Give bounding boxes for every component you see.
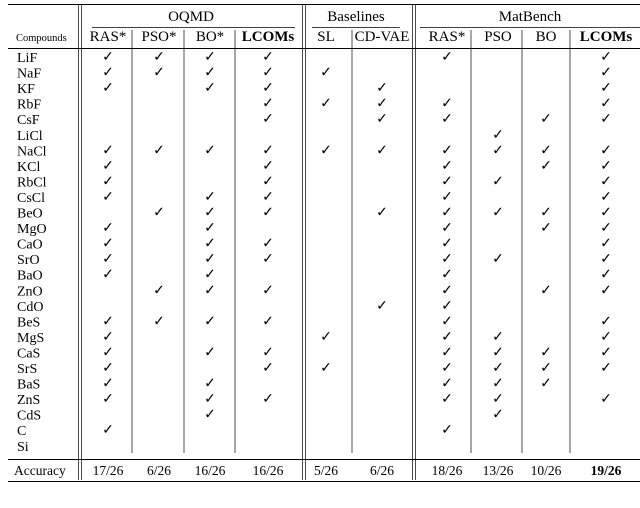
check-mark: ✓ — [492, 392, 504, 408]
check-mark: ✓ — [262, 96, 274, 112]
check-mark: ✓ — [153, 205, 165, 221]
check-mark: ✓ — [441, 252, 453, 268]
check-mark: ✓ — [600, 65, 612, 81]
check-mark: ✓ — [320, 329, 332, 345]
check-mark: ✓ — [441, 314, 453, 330]
accuracy-value: 16/26 — [194, 463, 226, 478]
check-mark: ✓ — [153, 314, 165, 330]
check-mark: ✓ — [204, 65, 216, 81]
check-mark: ✓ — [441, 143, 453, 159]
check-mark: ✓ — [102, 361, 114, 376]
check-mark: ✓ — [492, 143, 504, 159]
check-mark: ✓ — [600, 158, 612, 174]
check-mark: ✓ — [376, 298, 388, 314]
check-mark: ✓ — [492, 174, 504, 190]
check-mark: ✓ — [262, 143, 274, 159]
compound-label: BeO — [17, 206, 43, 222]
check-mark: ✓ — [262, 361, 274, 376]
check-mark: ✓ — [102, 236, 114, 252]
check-mark: ✓ — [376, 205, 388, 221]
compound-label: KCl — [17, 159, 41, 175]
check-mark: ✓ — [204, 252, 216, 268]
check-mark: ✓ — [102, 314, 114, 330]
compound-label: LiF — [17, 51, 38, 66]
compound-label: CaO — [17, 237, 43, 253]
check-mark: ✓ — [600, 189, 612, 205]
compound-label: SrS — [17, 362, 38, 377]
compound-label: RbCl — [17, 175, 47, 191]
check-mark: ✓ — [262, 392, 274, 408]
check-mark: ✓ — [492, 361, 504, 376]
check-mark: ✓ — [441, 96, 453, 112]
check-mark: ✓ — [204, 283, 216, 299]
accuracy-value: 13/26 — [482, 463, 514, 478]
check-mark: ✓ — [441, 236, 453, 252]
column-header-cdvae: CD-VAE — [354, 29, 410, 45]
check-mark: ✓ — [262, 314, 274, 330]
check-mark: ✓ — [262, 252, 274, 268]
accuracy-row — [93, 463, 622, 478]
column-header-oqmd-bo: BO* — [195, 29, 225, 45]
check-mark: ✓ — [376, 96, 388, 112]
check-mark: ✓ — [153, 283, 165, 299]
check-mark: ✓ — [102, 174, 114, 190]
check-mark: ✓ — [204, 376, 216, 392]
table-body — [17, 50, 612, 455]
check-mark: ✓ — [600, 205, 612, 221]
check-mark: ✓ — [600, 236, 612, 252]
column-header-sl: SL — [317, 29, 335, 45]
accuracy-value: 6/26 — [146, 463, 172, 478]
check-mark: ✓ — [102, 81, 114, 97]
check-mark: ✓ — [204, 314, 216, 330]
column-header-compounds: Compounds — [16, 33, 67, 44]
check-mark: ✓ — [540, 376, 552, 392]
check-mark: ✓ — [600, 221, 612, 237]
check-mark: ✓ — [600, 345, 612, 361]
compound-label: NaF — [17, 66, 42, 82]
check-mark: ✓ — [262, 81, 274, 97]
check-mark: ✓ — [492, 127, 504, 143]
check-mark: ✓ — [204, 221, 216, 237]
check-mark: ✓ — [600, 314, 612, 330]
check-mark: ✓ — [441, 345, 453, 361]
check-mark: ✓ — [262, 65, 274, 81]
check-mark: ✓ — [600, 96, 612, 112]
check-mark: ✓ — [102, 423, 114, 439]
check-mark: ✓ — [320, 143, 332, 159]
compound-label: C — [17, 424, 27, 440]
check-mark: ✓ — [441, 189, 453, 205]
group-header-baselines: Baselines — [327, 9, 385, 25]
accuracy-value: 16/26 — [252, 463, 284, 478]
check-mark: ✓ — [102, 392, 114, 408]
check-mark: ✓ — [540, 283, 552, 299]
check-mark: ✓ — [204, 143, 216, 159]
column-header-oqmd-pso: PSO* — [141, 29, 177, 45]
check-mark: ✓ — [376, 143, 388, 159]
compound-label: SrO — [17, 253, 40, 269]
column-header-matbench-ras: RAS* — [428, 29, 466, 45]
column-header-matbench-bo: BO — [535, 29, 557, 45]
check-mark: ✓ — [600, 174, 612, 190]
check-mark: ✓ — [492, 345, 504, 361]
check-mark: ✓ — [204, 392, 216, 408]
check-mark: ✓ — [441, 267, 453, 283]
check-mark: ✓ — [600, 392, 612, 408]
check-mark: ✓ — [600, 361, 612, 376]
group-header-matbench: MatBench — [498, 9, 562, 25]
check-mark: ✓ — [600, 81, 612, 97]
check-mark: ✓ — [204, 345, 216, 361]
compound-label: RbF — [17, 97, 42, 113]
check-mark: ✓ — [441, 283, 453, 299]
check-mark: ✓ — [102, 158, 114, 174]
check-mark: ✓ — [441, 361, 453, 376]
accuracy-value: 18/26 — [431, 463, 463, 478]
check-mark: ✓ — [492, 376, 504, 392]
check-mark: ✓ — [102, 376, 114, 392]
compound-label: ZnS — [17, 393, 41, 409]
check-mark: ✓ — [600, 143, 612, 159]
check-mark: ✓ — [262, 283, 274, 299]
check-mark: ✓ — [262, 158, 274, 174]
compound-label: LiCl — [17, 128, 43, 144]
check-mark: ✓ — [262, 174, 274, 190]
check-mark: ✓ — [540, 158, 552, 174]
check-mark: ✓ — [320, 96, 332, 112]
check-mark: ✓ — [204, 205, 216, 221]
check-mark: ✓ — [102, 329, 114, 345]
check-mark: ✓ — [600, 252, 612, 268]
column-header-oqmd-lcoms: LCOMs — [241, 29, 295, 45]
check-mark: ✓ — [441, 221, 453, 237]
accuracy-value: 5/26 — [313, 463, 339, 478]
check-mark: ✓ — [262, 345, 274, 361]
check-mark: ✓ — [600, 50, 612, 65]
accuracy-value: 17/26 — [92, 463, 124, 478]
check-mark: ✓ — [320, 361, 332, 376]
check-mark: ✓ — [441, 158, 453, 174]
check-mark: ✓ — [102, 221, 114, 237]
check-mark: ✓ — [376, 112, 388, 128]
check-mark: ✓ — [376, 81, 388, 97]
check-mark: ✓ — [262, 112, 274, 128]
accuracy-value: 10/26 — [530, 463, 562, 478]
check-mark: ✓ — [262, 189, 274, 205]
check-mark: ✓ — [540, 143, 552, 159]
check-mark: ✓ — [102, 252, 114, 268]
check-mark: ✓ — [102, 189, 114, 205]
check-mark: ✓ — [102, 50, 114, 65]
check-mark: ✓ — [540, 361, 552, 376]
check-mark: ✓ — [441, 298, 453, 314]
column-header-oqmd-ras: RAS* — [89, 29, 127, 45]
column-header-matbench-lcoms: LCOMs — [579, 29, 633, 45]
check-mark: ✓ — [102, 267, 114, 283]
check-mark: ✓ — [153, 50, 165, 65]
check-mark: ✓ — [262, 236, 274, 252]
check-mark: ✓ — [102, 143, 114, 159]
check-mark: ✓ — [600, 267, 612, 283]
compound-label: MgS — [17, 330, 45, 346]
check-mark: ✓ — [153, 143, 165, 159]
check-mark: ✓ — [204, 50, 216, 65]
accuracy-value: 19/26 — [590, 463, 622, 478]
compound-label: CsF — [17, 113, 40, 129]
compound-label: BeS — [17, 315, 41, 331]
check-mark: ✓ — [204, 81, 216, 97]
group-header-oqmd: OQMD — [168, 9, 214, 25]
compound-label: CdS — [17, 408, 42, 424]
check-mark: ✓ — [320, 65, 332, 81]
compound-label: CaS — [17, 346, 41, 362]
accuracy-value: 6/26 — [369, 463, 395, 478]
check-mark: ✓ — [262, 205, 274, 221]
compound-label: BaS — [17, 377, 41, 393]
check-mark: ✓ — [492, 329, 504, 345]
check-mark: ✓ — [153, 65, 165, 81]
column-header-matbench-pso: PSO — [484, 29, 512, 45]
check-mark: ✓ — [540, 345, 552, 361]
compound-label: MgO — [17, 222, 47, 238]
check-mark: ✓ — [204, 267, 216, 283]
check-mark: ✓ — [600, 283, 612, 299]
check-mark: ✓ — [492, 205, 504, 221]
check-mark: ✓ — [540, 205, 552, 221]
compound-label: CdO — [17, 299, 44, 315]
check-mark: ✓ — [441, 329, 453, 345]
check-mark: ✓ — [441, 376, 453, 392]
check-mark: ✓ — [441, 174, 453, 190]
check-mark: ✓ — [262, 50, 274, 65]
compound-label: ZnO — [17, 284, 43, 300]
check-mark: ✓ — [204, 189, 216, 205]
check-mark: ✓ — [102, 345, 114, 361]
check-mark: ✓ — [204, 407, 216, 423]
check-mark: ✓ — [441, 112, 453, 128]
compound-label: NaCl — [17, 144, 47, 160]
check-mark: ✓ — [441, 423, 453, 439]
accuracy-label: Accuracy — [14, 463, 66, 478]
compound-label: Si — [17, 439, 29, 455]
check-mark: ✓ — [540, 112, 552, 128]
check-mark: ✓ — [204, 236, 216, 252]
check-mark: ✓ — [441, 50, 453, 65]
check-mark: ✓ — [600, 112, 612, 128]
check-mark: ✓ — [492, 252, 504, 268]
compound-label: BaO — [17, 268, 43, 284]
check-mark: ✓ — [492, 407, 504, 423]
check-mark: ✓ — [441, 392, 453, 408]
compound-label: KF — [17, 82, 35, 98]
check-mark: ✓ — [102, 65, 114, 81]
check-mark: ✓ — [600, 329, 612, 345]
compound-label: CsCl — [17, 190, 46, 206]
check-mark: ✓ — [441, 205, 453, 221]
check-mark: ✓ — [540, 221, 552, 237]
